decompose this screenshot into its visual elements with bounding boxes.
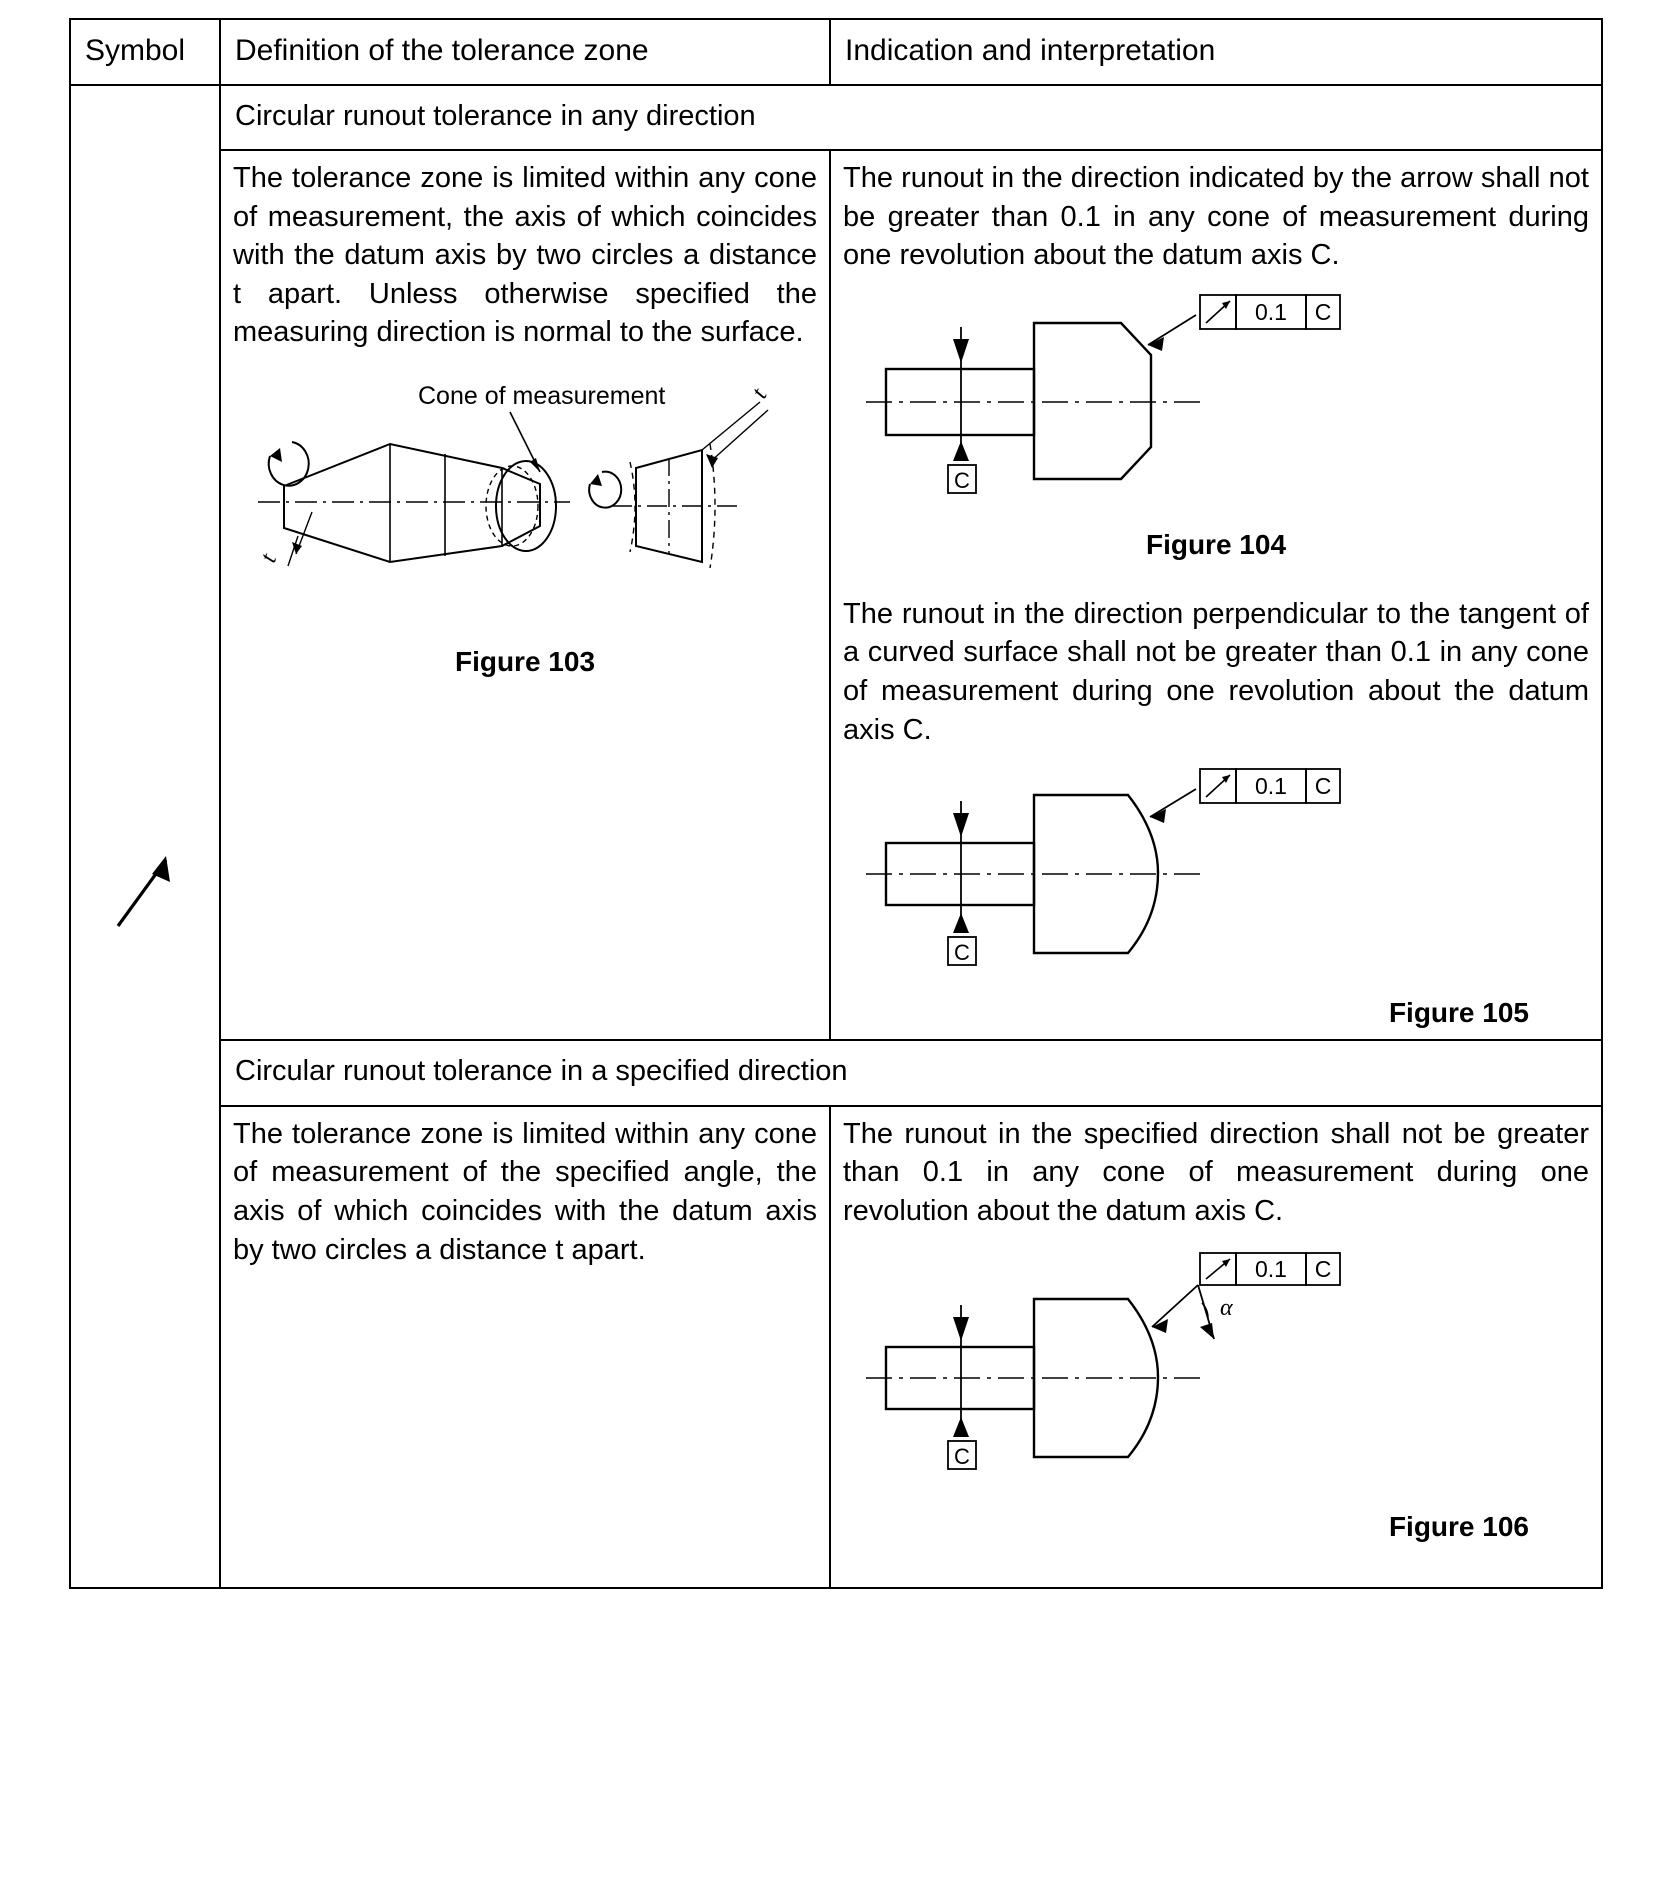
figure-106-caption: Figure 106 [1388,1510,1529,1542]
figure-104-drawing [843,293,1589,523]
figure-105-caption: Figure 105 [1388,997,1529,1029]
section-1-indication-cell [830,150,1602,1040]
gdt-tolerance-table [69,18,1603,1589]
datum-label-c: C [954,940,970,966]
angle-label: α [1220,1294,1233,1321]
figure-105-drawing [843,767,1589,987]
datum-label-c: C [954,1443,970,1469]
figure-103-caption: Figure 103 [454,646,596,677]
svg-text:t: t [746,384,773,403]
figure-105-text: The runout in the direction perpendicular to the tangent of a curved surface shall not be greater than 0.1 in any cone of measurement during one revolution about the datum axis C. [843,597,1589,746]
figure-104-text: The runout in the direction indicated by the arrow shall not be greater than 0.1 in any cone of measurement during one revolution about the datum axis C. [843,162,1589,272]
section-1-content-row [70,150,1602,1040]
frame-datum-value: C [1314,298,1332,325]
header-cell-symbol [70,19,220,85]
section-2-content-row [70,1106,1602,1588]
frame-tolerance-value: 0.1 [1255,1255,1287,1282]
figure-104-caption: Figure 104 [1145,528,1287,560]
section-2-definition-text: The tolerance zone is limited within any cone of measurement of the specified angle, the axis of which coincides with the datum axis by two circles a distance t apart. [233,1117,817,1266]
frame-tolerance-value: 0.1 [1255,773,1287,800]
header-indication-label: Indication and interpretation [845,34,1216,67]
section-1-definition-text: The tolerance zone is limited within any cone of measurement, the axis of which coincides with the datum axis by two circles a distance t apart. Unless otherwise specified the measuring direction is normal to the surface. [233,162,817,349]
header-definition-label: Definition of the tolerance zone [235,34,649,67]
frame-datum-value: C [1314,773,1332,800]
frame-datum-value: C [1314,1255,1332,1282]
section-1-title-cell [220,85,1602,151]
symbol-cell [70,85,220,1588]
circular-runout-arrow-symbol [110,846,180,936]
section-1-definition-cell [220,150,830,1040]
header-cell-definition [220,19,830,85]
section-2-title: Circular runout tolerance in a specified direction [235,1055,848,1088]
cone-of-measurement-label: Cone of measurement [418,382,666,410]
figure-106-text: The runout in the specified direction shall not be greater than 0.1 in any cone of measurement during one revolution about the datum axis C. [843,1117,1589,1227]
header-cell-indication [830,19,1602,85]
frame-tolerance-value: 0.1 [1255,298,1287,325]
section-2-title-row [70,1040,1602,1106]
section-2-title-cell [220,1040,1602,1106]
section-1-title-row [70,85,1602,151]
header-symbol-label: Symbol [85,34,186,67]
figure-103-drawing [233,376,817,636]
section-1-title: Circular runout tolerance in any direction [235,99,756,132]
svg-text:t: t [255,550,283,567]
figure-106-drawing [843,1251,1589,1501]
datum-label-c: C [954,467,970,493]
table-header-row [70,19,1602,85]
section-2-indication-cell [830,1106,1602,1588]
section-2-definition-cell [220,1106,830,1588]
